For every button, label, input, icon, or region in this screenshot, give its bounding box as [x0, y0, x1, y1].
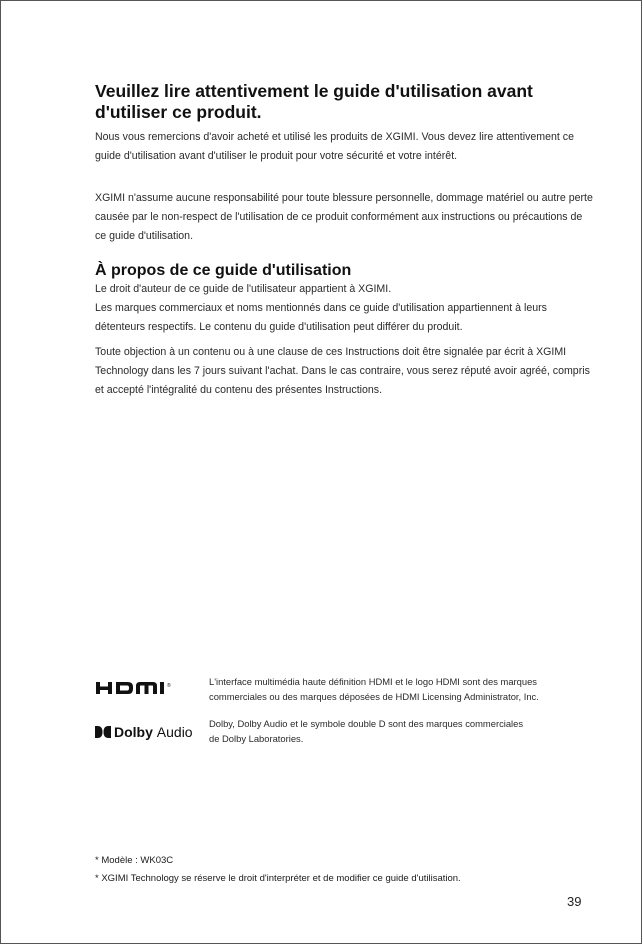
dolby-trademark-row [95, 715, 595, 747]
liability-paragraph: XGIMI n'assume aucune responsabilité pour toute blessure personnelle, dommage matériel ou autre perte causée par le non-respect de l'utilisation de ce produit conformément aux instructions ou précautions de ce guide d'utilisation. [95, 192, 593, 242]
section-title-about-guide: À propos de ce guide d'utilisation [95, 262, 352, 279]
objection-paragraph: Toute objection à un contenu ou à une clause de ces Instructions doit être signalée par écrit à XGIMI Technology dans les 7 jours suivant l'achat. Dans le cas contraire, vous serez réputé avoir agréé, compris et accepté l'intégralité du contenu des présentes Instructions. [95, 346, 590, 396]
audio-logo-word: Audio [156, 724, 193, 740]
dolby-trademark-text [209, 716, 589, 746]
copyright-paragraph [95, 280, 595, 337]
dolby-audio-logo [95, 715, 207, 747]
hdmi-trademark-text: L'interface multimédia haute définition HDMI et le logo HDMI sont des marques commerciales ou des marques déposées de HDMI Licensing Administrator, Inc. [209, 676, 539, 702]
dolby-text-line-1: Dolby, Dolby Audio et le symbole double D sont des marques commerciales [209, 718, 524, 729]
thanks-paragraph: Nous vous remercions d'avoir acheté et utilisé les produits de XGIMI. Vous devez lire attentivement ce guide d'utilisation avant d'utiliser le produit pour votre sécurité et votre intérêt. [95, 131, 574, 162]
dolby-logo-word: Dolby [114, 724, 153, 740]
hdmi-logo-icon [95, 679, 183, 697]
model-note: * Modèle : WK03C [95, 855, 174, 866]
dolby-text-line-2: de Dolby Laboratories. [209, 733, 304, 744]
trademark-notice-line: Les marques commerciaux et noms mentionnés dans ce guide d'utilisation appartiennent à leurs détenteurs respectifs. Le contenu du guide d'utilisation peut différer du produit. [95, 302, 547, 333]
page-number: 39 [567, 894, 582, 909]
section-title-read-guide: Veuillez lire attentivement le guide d'utilisation avant d'utiliser ce produit. [95, 81, 533, 122]
hdmi-logo [95, 673, 207, 707]
svg-text:®: ® [167, 683, 171, 689]
footer-notes [95, 852, 595, 888]
rights-note: * XGIMI Technology se réserve le droit d'interpréter et de modifier ce guide d'utilisation. [95, 873, 461, 884]
hdmi-trademark-row [95, 673, 595, 707]
copyright-line: Le droit d'auteur de ce guide de l'utilisateur appartient à XGIMI. [95, 283, 392, 295]
dolby-double-d-icon [95, 726, 111, 738]
